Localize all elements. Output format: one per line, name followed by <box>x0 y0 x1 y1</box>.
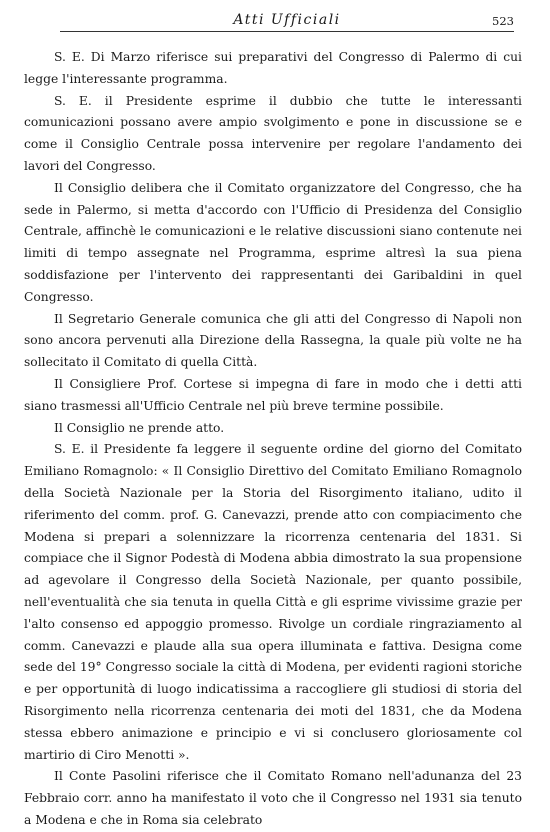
running-title: Atti Ufficiali <box>233 12 341 28</box>
page-header <box>60 10 514 32</box>
paragraph-pasolini: Il Conte Pasolini riferisce che il Comitato Romano nell'adunanza del 23 Febbraio corr. anno ha manifestato il voto che il Congresso nel 1931 sia tenuto a Modena e che in Roma sia celebrato <box>24 769 522 827</box>
paragraph-consiglio-atto: Il Consiglio ne prende atto. <box>54 420 225 435</box>
header-rule <box>60 31 514 32</box>
paragraph-cortese: Il Consigliere Prof. Cortese si impegna di fare in modo che i detti atti siano trasmessi all'Ufficio Centrale nel più breve termine possibile. <box>24 376 522 413</box>
paragraph-di-marzo: S. E. Di Marzo riferisce sui preparativi del Congresso di Palermo di cui legge l'interessante programma. <box>24 50 522 86</box>
paragraph-consiglio-delibera: Il Consiglio delibera che il Comitato organizzatore del Congresso, che ha sede in Palermo, si metta d'accordo con l'Ufficio di Presidenza del Consiglio Centrale, affinchè le comunicazioni e le relative discussioni siano contenute nei limiti di tempo assegnate nel Programma, esprime altresì la sua piena soddisfazione per l'intervento dei rappresentanti dei Garibaldini in quel Congresso. <box>24 180 522 304</box>
paragraph-segretario-generale: Il Segretario Generale comunica che gli atti del Congresso di Napoli non sono ancora pervenuti alla Direzione della Rassegna, la quale più volte ne ha sollecitato il Comitato di quella Città. <box>24 311 522 370</box>
page-number: 523 <box>492 14 514 28</box>
paragraph-presidente-dubbio: S. E. il Presidente esprime il dubbio che tutte le interessanti comunicazioni possano avere ampio svolgimento e pone in discussione se e come il Consiglio Centrale possa intervenire per regolare l'andamento dei lavori del Congresso. <box>24 93 522 173</box>
document-body <box>24 47 522 832</box>
paragraph-ordine-del-giorno: S. E. il Presidente fa leggere il seguente ordine del giorno del Comitato Emiliano Romagnolo: « Il Consiglio Direttivo del Comitato Emiliano Romagnolo della Società Nazionale per la Storia del Risorgimento italiano, udito il riferimento del comm. prof. G. Canevazzi, prende atto con compiacimento che Modena si prepari a solennizzare la ricorrenza centenaria del 1831. Si compiace che il Signor Podestà di Modena abbia dimostrato la sua propensione ad agevolare il Congresso della Società Nazionale, per quanto possibile, nell'eventualità che sia tenuta in quella Città e gli esprime vivissime grazie per l'alto consenso ed appoggio promesso. Rivolge un cordiale ringraziamento al comm. Canevazzi e plaude alla sua opera illuminata e fattiva. Designa come sede del 19° Congresso sociale la città di Modena, per evidenti ragioni storiche e per opportunità di luogo indicatissima a raccogliere gli studiosi di storia del Risorgimento nella ricorrenza centenaria dei moti del 1831, che da Modena stessa ebbero animazione e principio e vi si conclusero gloriosamente col martirio di Ciro Menotti ». <box>24 442 522 762</box>
